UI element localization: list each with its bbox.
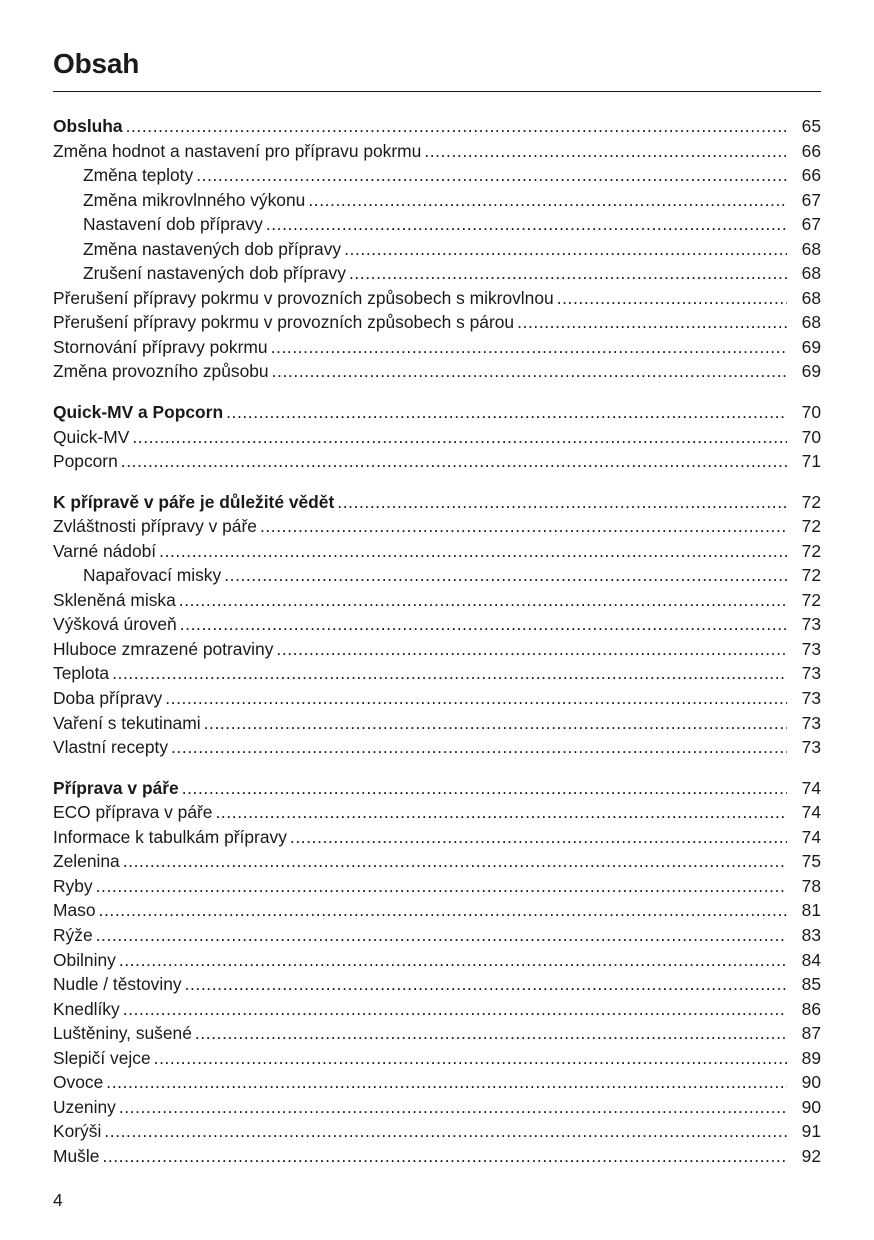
toc-entry-page: 81 <box>801 900 821 921</box>
toc-entry-label: Hluboce zmrazené potraviny <box>53 638 274 659</box>
toc-entry-page: 68 <box>801 263 821 284</box>
toc-subentry[interactable] <box>53 163 821 188</box>
toc-entry-page: 65 <box>801 116 821 136</box>
toc-entry-page: 84 <box>801 949 821 970</box>
toc-entry[interactable] <box>53 972 821 997</box>
dot-leader <box>96 923 787 948</box>
toc-entry[interactable] <box>53 310 821 335</box>
toc-entry-page: 73 <box>801 737 821 758</box>
dot-leader <box>159 539 787 564</box>
dot-leader <box>171 735 787 760</box>
toc-entry[interactable] <box>53 1021 821 1046</box>
dot-leader <box>123 849 787 874</box>
toc-entry-page: 73 <box>801 614 821 635</box>
toc-entry-page: 91 <box>801 1121 821 1142</box>
toc-entry-page: 72 <box>801 540 821 561</box>
toc-entry-label: Quick-MV a Popcorn <box>53 402 224 423</box>
toc-entry[interactable] <box>53 139 821 164</box>
toc-entry[interactable] <box>53 335 821 360</box>
toc-entry-label: Změna mikrovlnného výkonu <box>83 189 306 210</box>
toc-entry[interactable] <box>53 825 821 850</box>
dot-leader <box>276 637 787 662</box>
dot-leader <box>132 425 787 450</box>
toc-entry[interactable] <box>53 1095 821 1120</box>
toc-entry-label: Doba přípravy <box>53 688 163 709</box>
toc-entry-label: Nudle / těstoviny <box>53 974 182 995</box>
toc-entry-page: 66 <box>801 165 821 186</box>
toc-section <box>53 114 821 384</box>
toc-entry-page: 74 <box>801 802 821 823</box>
toc-entry-label: Luštěniny, sušené <box>53 1023 192 1044</box>
toc-section <box>53 776 821 1169</box>
dot-leader <box>196 163 787 188</box>
toc-subentry[interactable] <box>53 188 821 213</box>
toc-entry[interactable] <box>53 661 821 686</box>
toc-heading-entry[interactable] <box>53 490 821 515</box>
toc-entry-label: Rýže <box>53 924 93 945</box>
toc-heading-entry[interactable] <box>53 400 821 425</box>
toc-entry-page: 74 <box>801 826 821 847</box>
toc-entry-label: Změna provozního způsobu <box>53 361 269 382</box>
toc-entry-page: 73 <box>801 663 821 684</box>
toc-entry-label: Slepičí vejce <box>53 1047 151 1068</box>
toc-entry-label: K přípravě v páře je důležité vědět <box>53 491 335 512</box>
toc-entry[interactable] <box>53 1144 821 1169</box>
toc-entry[interactable] <box>53 449 821 474</box>
toc-entry-label: Nastavení dob přípravy <box>83 214 263 235</box>
toc-entry[interactable] <box>53 1119 821 1144</box>
toc-entry-page: 90 <box>801 1096 821 1117</box>
toc-entry-page: 71 <box>801 451 821 472</box>
toc-heading-entry[interactable] <box>53 114 821 139</box>
dot-leader <box>165 686 787 711</box>
toc-entry-label: Skleněná miska <box>53 589 176 610</box>
dot-leader <box>96 874 787 899</box>
page-title: Obsah <box>53 48 140 79</box>
toc-entry[interactable] <box>53 923 821 948</box>
toc-entry-label: Knedlíky <box>53 998 120 1019</box>
toc-entry-page: 68 <box>801 287 821 308</box>
dot-leader <box>106 1070 787 1095</box>
toc-entry-page: 89 <box>801 1047 821 1068</box>
toc-entry-label: Zrušení nastavených dob přípravy <box>83 263 346 284</box>
toc-entry-page: 90 <box>801 1072 821 1093</box>
toc-entry-page: 66 <box>801 140 821 161</box>
toc-entry[interactable] <box>53 514 821 539</box>
toc-entry[interactable] <box>53 686 821 711</box>
toc-entry-label: Obsluha <box>53 116 123 136</box>
toc-entry-label: Zvláštnosti přípravy v páře <box>53 516 257 537</box>
toc-entry-label: Informace k tabulkám přípravy <box>53 826 287 847</box>
dot-leader <box>308 188 787 213</box>
toc-entry-page: 72 <box>801 516 821 537</box>
dot-leader <box>272 359 787 384</box>
toc-entry-label: Přerušení přípravy pokrmu v provozních způsobech s mikrovlnou <box>53 287 554 308</box>
dot-leader <box>215 800 787 825</box>
toc-entry-label: Výšková úroveň <box>53 614 177 635</box>
toc-entry-label: Popcorn <box>53 451 118 472</box>
dot-leader <box>179 588 787 613</box>
toc-entry[interactable] <box>53 612 821 637</box>
toc-entry-page: 87 <box>801 1023 821 1044</box>
toc-entry-label: Obilniny <box>53 949 116 970</box>
dot-leader <box>154 1046 787 1071</box>
toc-entry-label: Quick-MV <box>53 426 130 447</box>
toc-entry-page: 92 <box>801 1145 821 1166</box>
dot-leader <box>290 825 787 850</box>
dot-leader <box>424 139 787 164</box>
toc-entry-page: 69 <box>801 336 821 357</box>
dot-leader <box>337 490 787 515</box>
dot-leader <box>182 776 787 801</box>
toc-section <box>53 490 821 760</box>
toc-entry[interactable] <box>53 539 821 564</box>
toc-entry-page: 83 <box>801 924 821 945</box>
toc-entry-page: 78 <box>801 875 821 896</box>
toc-entry[interactable] <box>53 849 821 874</box>
toc-entry-page: 73 <box>801 712 821 733</box>
toc-entry-page: 74 <box>801 777 821 798</box>
toc-entry-label: Příprava v páře <box>53 777 179 798</box>
toc-entry-label: ECO příprava v páře <box>53 802 213 823</box>
toc-entry[interactable] <box>53 800 821 825</box>
dot-leader <box>119 948 787 973</box>
dot-leader <box>119 1095 787 1120</box>
dot-leader <box>224 563 787 588</box>
dot-leader <box>344 237 787 262</box>
toc-entry-page: 69 <box>801 361 821 382</box>
toc-subentry[interactable] <box>53 212 821 237</box>
toc-entry[interactable] <box>53 286 821 311</box>
toc-entry[interactable] <box>53 997 821 1022</box>
toc-entry-page: 75 <box>801 851 821 872</box>
toc-entry-label: Změna teploty <box>83 165 194 186</box>
toc-entry-page: 72 <box>801 565 821 586</box>
toc-entry-label: Vlastní recepty <box>53 737 169 758</box>
dot-leader <box>112 661 787 686</box>
toc-entry[interactable] <box>53 874 821 899</box>
toc-entry-label: Uzeniny <box>53 1096 116 1117</box>
toc-entry-label: Maso <box>53 900 96 921</box>
toc-entry[interactable] <box>53 588 821 613</box>
toc-heading-entry[interactable] <box>53 776 821 801</box>
dot-leader <box>557 286 787 311</box>
dot-leader <box>195 1021 787 1046</box>
toc-entry-page: 85 <box>801 974 821 995</box>
page-number: 4 <box>53 1190 63 1210</box>
toc-entry-page: 72 <box>801 491 821 512</box>
dot-leader <box>349 261 787 286</box>
toc-entry-label: Vaření s tekutinami <box>53 712 201 733</box>
toc-entry-label: Změna hodnot a nastavení pro přípravu pokrmu <box>53 140 422 161</box>
toc-entry-label: Teplota <box>53 663 110 684</box>
dot-leader <box>266 212 787 237</box>
dot-leader <box>104 1119 787 1144</box>
toc-entry[interactable] <box>53 948 821 973</box>
toc-entry[interactable] <box>53 637 821 662</box>
dot-leader <box>185 972 787 997</box>
toc-subentry[interactable] <box>53 261 821 286</box>
toc-entry-page: 70 <box>801 402 821 423</box>
toc-entry-page: 70 <box>801 426 821 447</box>
toc-entry[interactable] <box>53 1070 821 1095</box>
toc-entry-page: 73 <box>801 688 821 709</box>
dot-leader <box>121 449 787 474</box>
toc-entry-page: 73 <box>801 638 821 659</box>
toc-entry[interactable] <box>53 711 821 736</box>
dot-leader <box>517 310 787 335</box>
toc-entry[interactable] <box>53 898 821 923</box>
toc-entry-page: 86 <box>801 998 821 1019</box>
dot-leader <box>126 114 787 139</box>
toc-entry-label: Korýši <box>53 1121 102 1142</box>
toc-entry-label: Ovoce <box>53 1072 104 1093</box>
dot-leader <box>260 514 787 539</box>
dot-leader <box>123 997 787 1022</box>
toc-entry-page: 67 <box>801 189 821 210</box>
dot-leader <box>204 711 787 736</box>
dot-leader <box>180 612 787 637</box>
toc-entry-label: Stornování přípravy pokrmu <box>53 336 268 357</box>
toc-entry[interactable] <box>53 359 821 384</box>
toc-section <box>53 400 821 474</box>
toc-entry-page: 72 <box>801 589 821 610</box>
toc-subentry[interactable] <box>53 237 821 262</box>
title-divider <box>53 91 821 92</box>
toc-entry[interactable] <box>53 425 821 450</box>
toc-entry[interactable] <box>53 1046 821 1071</box>
toc-entry-label: Varné nádobí <box>53 540 157 561</box>
table-of-contents <box>53 114 821 1184</box>
toc-entry-label: Přerušení přípravy pokrmu v provozních způsobech s párou <box>53 312 515 333</box>
toc-entry-label: Napařovací misky <box>83 565 222 586</box>
toc-entry-label: Zelenina <box>53 851 120 872</box>
toc-subentry[interactable] <box>53 563 821 588</box>
toc-entry-label: Změna nastavených dob přípravy <box>83 238 342 259</box>
toc-entry-label: Ryby <box>53 875 93 896</box>
toc-entry-label: Mušle <box>53 1145 100 1166</box>
dot-leader <box>99 898 787 923</box>
toc-entry-page: 67 <box>801 214 821 235</box>
toc-entry[interactable] <box>53 735 821 760</box>
dot-leader <box>271 335 787 360</box>
dot-leader <box>102 1144 787 1169</box>
dot-leader <box>226 400 787 425</box>
toc-entry-page: 68 <box>801 312 821 333</box>
toc-entry-page: 68 <box>801 238 821 259</box>
